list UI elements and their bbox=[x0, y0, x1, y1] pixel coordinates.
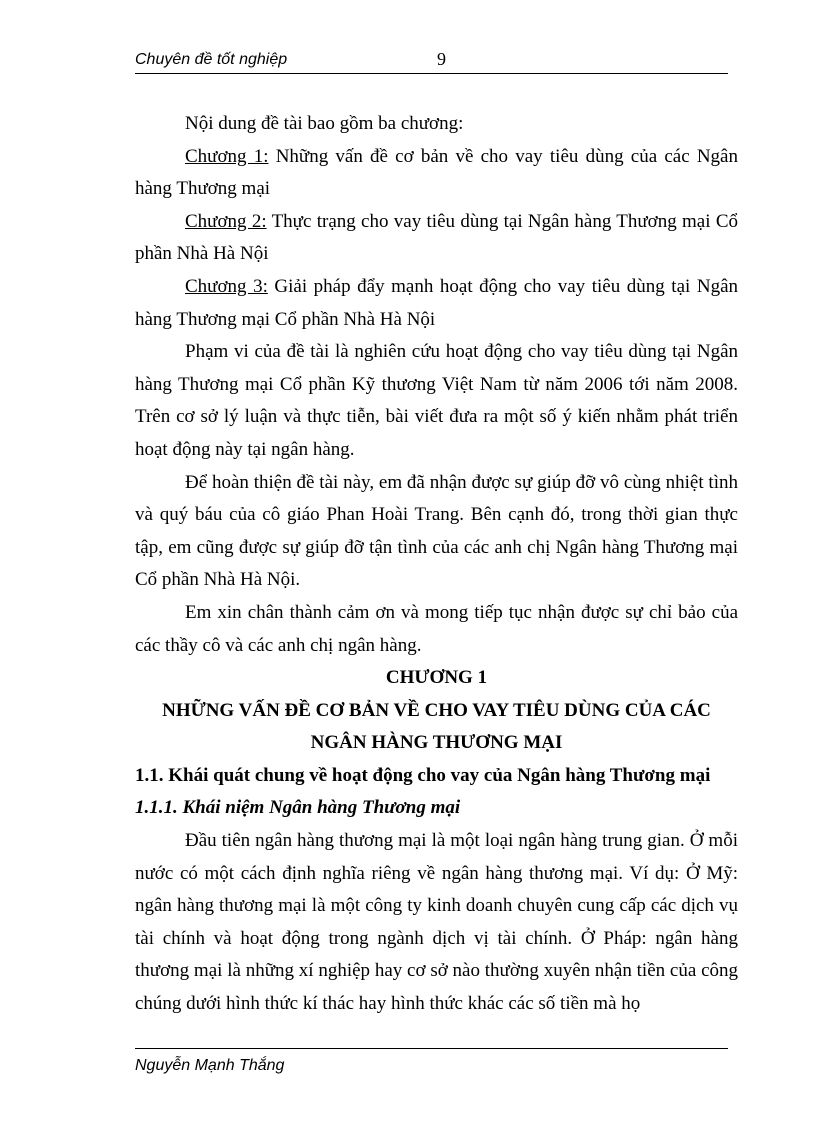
thanks-paragraph: Để hoàn thiện đề tài này, em đã nhận được sự giúp đỡ vô cùng nhiệt tình và quý báu của cô giáo Phan Hoài Trang. Bên cạnh đó, trong thời gian thực tập, em cũng được sự giúp đỡ tận tình của các anh chị Ngân hàng Thương mại Cổ phần Nhà Hà Nội. bbox=[135, 471, 738, 591]
page-header bbox=[135, 47, 728, 74]
chapter-3-item bbox=[135, 271, 738, 336]
chapter-1-text: Những vấn đề cơ bản về cho vay tiêu dùng của các Ngân hàng Thương mại bbox=[135, 145, 738, 200]
chapter-title-line-1: NHỮNG VẤN ĐỀ CƠ BẢN VỀ CHO VAY TIÊU DÙNG CỦA CÁC bbox=[162, 699, 711, 721]
chapter-heading: CHƯƠNG 1 bbox=[385, 667, 488, 689]
closing-paragraph: Em xin chân thành cảm ơn và mong tiếp tục nhận được sự chỉ bảo của các thầy cô và các anh chị ngân hàng. bbox=[135, 601, 738, 656]
author-name: Nguyễn Mạnh Thắng bbox=[135, 1057, 285, 1074]
subsection-heading: 1.1.1. Khái niệm Ngân hàng Thương mại bbox=[135, 797, 461, 819]
definition-paragraph: Đầu tiên ngân hàng thương mại là một loại ngân hàng trung gian. Ở mỗi nước có một cách định nghĩa riêng về ngân hàng thương mại. Ví dụ: Ở Mỹ: ngân hàng thương mại là một công ty kinh doanh chuyên cung cấp các dịch vụ tài chính và hoạt động trong ngành dịch vị tài chính. Ở Pháp: ngân hàng thương mại là những xí nghiệp hay cơ sở nào thường xuyên nhận tiền của công chúng dưới hình thức kí thác hay hình thức khác các số tiền mà họ bbox=[135, 830, 738, 1015]
document-body bbox=[135, 108, 738, 1021]
page-number: 9 bbox=[437, 49, 446, 69]
chapter-1-item bbox=[135, 141, 738, 206]
section-heading: 1.1. Khái quát chung về hoạt động cho vay của Ngân hàng Thương mại bbox=[135, 764, 711, 786]
intro-paragraph: Nội dung đề tài bao gồm ba chương: bbox=[185, 113, 464, 134]
chapter-3-label: Chương 3: bbox=[185, 275, 268, 297]
chapter-2-item bbox=[135, 206, 738, 271]
scope-paragraph: Phạm vi của đề tài là nghiên cứu hoạt động cho vay tiêu dùng tại Ngân hàng Thương mại Cổ phần Kỹ thương Việt Nam từ năm 2006 tới năm 2008. Trên cơ sở lý luận và thực tiễn, bài viết đưa ra một số ý kiến nhằm phát triển hoạt động này tại ngân hàng. bbox=[135, 341, 738, 460]
chapter-3-text: Giải pháp đẩy mạnh hoạt động cho vay tiêu dùng tại Ngân hàng Thương mại Cổ phần Nhà Hà Nội bbox=[135, 275, 738, 330]
chapter-title-line-2: NGÂN HÀNG THƯƠNG MẠI bbox=[310, 732, 563, 754]
chapter-1-label: Chương 1: bbox=[185, 145, 269, 167]
header-title: Chuyên đề tốt nghiệp bbox=[135, 51, 288, 68]
chapter-2-text: Thực trạng cho vay tiêu dùng tại Ngân hàng Thương mại Cổ phần Nhà Hà Nội bbox=[135, 210, 738, 265]
page-footer bbox=[135, 1048, 728, 1074]
chapter-2-label: Chương 2: bbox=[185, 210, 267, 232]
